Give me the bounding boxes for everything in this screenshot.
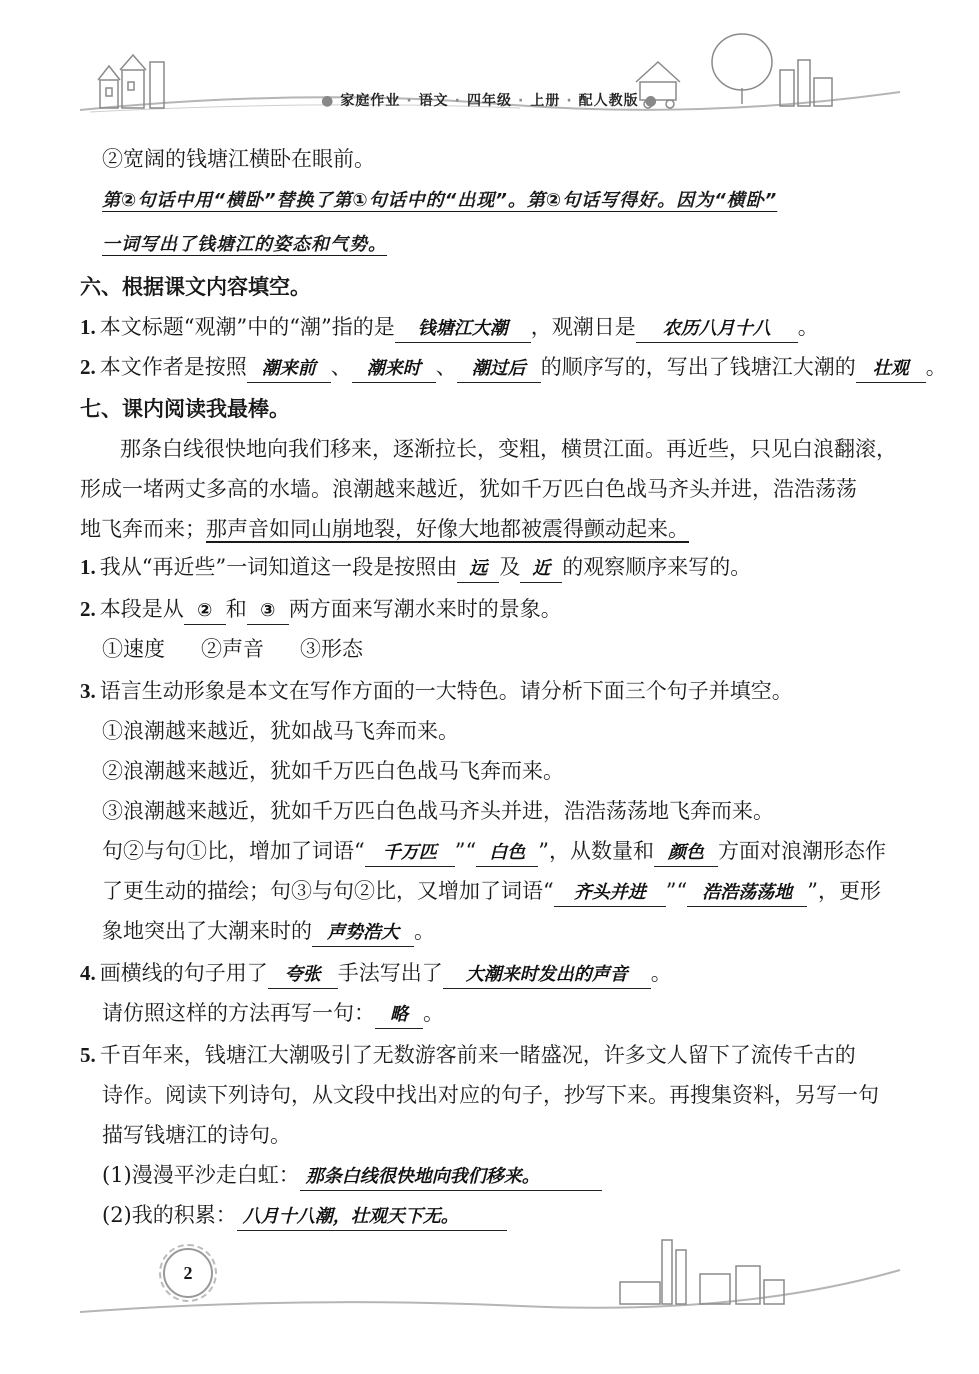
passage-line-2: 形成一堵两丈多高的水墙。浪潮越来越近，犹如千万匹白色战马齐头并进，浩浩荡荡 xyxy=(80,477,857,501)
answer-line-2: 一词写出了钱塘江的姿态和气势。 xyxy=(102,234,387,255)
answer-blank: 潮来时 xyxy=(352,356,436,383)
q3-fill-line-1: 句②与句①比，增加了词语“ 千万匹 ”“ 白色 ”，从数量和 颜色 方面对浪潮形态作 xyxy=(102,836,886,866)
page-number: 2 xyxy=(163,1248,213,1298)
q3-sentence-2: ②浪潮越来越近，犹如千万匹白色战马飞奔而来。 xyxy=(102,759,564,783)
answer-blank: 潮过后 xyxy=(457,356,541,383)
q5-line-3: 描写钱塘江的诗句。 xyxy=(102,1123,291,1147)
answer-blank: 浩浩荡荡地 xyxy=(687,880,807,907)
s7-question-1: 1. 我从“再近些”一词知道这一段是按照由 远 及 近 的观察顺序来写的。 xyxy=(80,552,751,582)
s7-question-2: 2. 本段是从 ② 和 ③ 两方面来写潮水来时的景象。 xyxy=(80,594,562,624)
header-decoration xyxy=(0,0,979,130)
q5-line-2: 诗作。阅读下列诗句，从文段中找出对应的句子，抄写下来。再搜集资料，另写一句 xyxy=(102,1083,879,1107)
answer-blank: 颜色 xyxy=(654,840,718,867)
answer-blank: 夸张 xyxy=(268,962,338,989)
q5-poem-2: (2)我的积累： 八月十八潮，壮观天下无。 xyxy=(102,1200,507,1230)
section-7-title: 七、课内阅读我最棒。 xyxy=(80,397,290,421)
answer-blank: 远 xyxy=(457,556,499,583)
factory-skyline-icon xyxy=(620,1240,784,1304)
answer-blank: 潮来前 xyxy=(247,356,331,383)
answer-line-1: 第②句话中用“横卧”替换了第①句话中的“出现”。第②句话写得好。因为“横卧” xyxy=(102,190,778,211)
s7-question-4: 4. 画横线的句子用了 夸张 手法写出了 大潮来时发出的声音 。 xyxy=(80,958,672,988)
section-6-title: 六、根据课文内容填空。 xyxy=(80,275,311,299)
footer-decoration xyxy=(0,1230,979,1350)
answer-blank: 白色 xyxy=(476,840,538,867)
q3-fill-line-2: 了更生动的描绘；句③与句②比，又增加了词语“ 齐头并进 ”“ 浩浩荡荡地 ”，更形 xyxy=(102,876,881,906)
answer-blank: 声势浩大 xyxy=(312,920,414,947)
answer-blank: 农历八月十八 xyxy=(636,316,798,343)
answer-blank: ③ xyxy=(247,598,289,625)
answer-blank: 那条白线很快地向我们移来。 xyxy=(300,1164,602,1191)
answer-blank: 壮观 xyxy=(856,356,926,383)
answer-blank: 八月十八潮，壮观天下无。 xyxy=(237,1204,507,1231)
answer-blank: ② xyxy=(184,598,226,625)
sentence-2: ②宽阔的钱塘江横卧在眼前。 xyxy=(102,147,375,171)
q5-poem-1: (1)漫漫平沙走白虹： 那条白线很快地向我们移来。 xyxy=(102,1160,602,1190)
answer-blank: 齐头并进 xyxy=(554,880,666,907)
q3-fill-line-3: 象地突出了大潮来时的 声势浩大 。 xyxy=(102,916,435,946)
q4-imitate: 请仿照这样的方法再写一句： 略 。 xyxy=(102,998,444,1028)
q3-sentence-3: ③浪潮越来越近，犹如千万匹白色战马齐头并进，浩浩荡荡地飞奔而来。 xyxy=(102,799,774,823)
s7-q2-options: ①速度 ②声音 ③形态 xyxy=(102,637,363,661)
answer-blank: 近 xyxy=(520,556,562,583)
answer-blank: 钱塘江大潮 xyxy=(395,316,531,343)
passage-line-1: 那条白线很快地向我们移来，逐渐拉长，变粗，横贯江面。再近些，只见白浪翻滚， xyxy=(120,437,897,461)
s6-question-1: 1. 本文标题“观潮”中的“潮”指的是 钱塘江大潮 ，观潮日是 农历八月十八 。 xyxy=(80,312,819,342)
s6-question-2: 2. 本文作者是按照 潮来前 、 潮来时 、 潮过后 的顺序写的，写出了钱塘江大潮的 壮观 。 xyxy=(80,352,947,382)
answer-blank: 大潮来时发出的声音 xyxy=(443,962,651,989)
underlined-sentence: 那声音如同山崩地裂，好像大地都被震得颤动起来。 xyxy=(206,517,689,541)
answer-blank: 千万匹 xyxy=(365,840,455,867)
passage-line-3: 地飞奔而来；那声音如同山崩地裂，好像大地都被震得颤动起来。 xyxy=(80,517,689,541)
s7-question-3: 3. 语言生动形象是本文在写作方面的一大特色。请分析下面三个句子并填空。 xyxy=(80,679,793,703)
header-title: ● 家庭作业 · 语文 · 四年级 · 上册 · 配人教版 ● xyxy=(321,93,658,109)
q3-sentence-1: ①浪潮越来越近，犹如战马飞奔而来。 xyxy=(102,719,459,743)
header-bullet-icon: ● xyxy=(321,93,335,109)
s7-question-5: 5. 千百年来，钱塘江大潮吸引了无数游客前来一睹盛况，许多文人留下了流传千古的 xyxy=(80,1043,856,1067)
answer-blank: 略 xyxy=(375,1002,423,1029)
